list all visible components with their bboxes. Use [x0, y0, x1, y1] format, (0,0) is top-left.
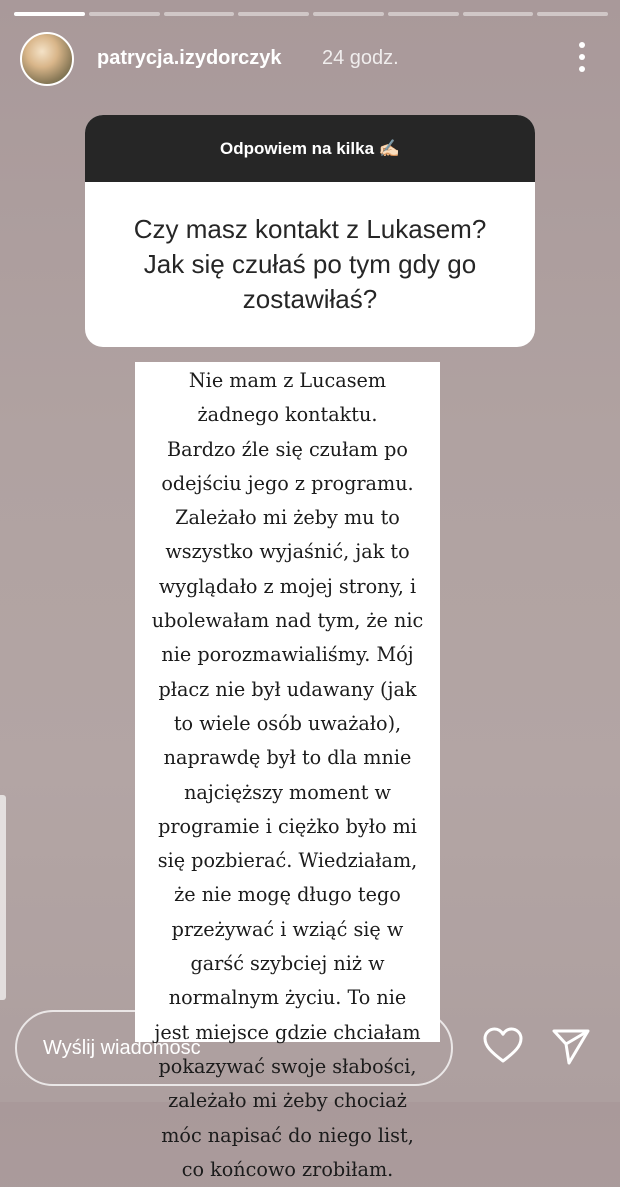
answer-line: móc napisać do niego list, — [161, 1123, 414, 1147]
answer-line: że nie mogę długo tego — [174, 883, 401, 907]
answer-line: wyglądało z mojej strony, i — [158, 574, 417, 598]
question-text: Czy masz kontakt z Lukasem? Jak się czułaś po tym gdy go zostawiłaś? — [133, 214, 487, 314]
answer-line: ubolewałam nad tym, że nic — [151, 609, 424, 633]
answer-line: płacz nie był udawany (jak — [158, 677, 417, 701]
answer-line: co końcowo zrobiłam. — [181, 1157, 394, 1181]
send-icon[interactable] — [549, 1024, 593, 1068]
answer-line: normalnym życiu. To nie — [168, 986, 407, 1010]
question-sticker — [85, 115, 535, 347]
answer-line: naprawdę był to dla mnie — [163, 746, 412, 770]
progress-segment — [164, 12, 235, 16]
progress-segment — [238, 12, 309, 16]
post-time: 24 godz. — [322, 47, 399, 69]
heart-icon[interactable] — [481, 1024, 525, 1068]
avatar[interactable] — [20, 32, 74, 86]
answer-line: jest miejsce gdzie chciałam — [154, 1020, 421, 1044]
username[interactable]: patrycja.izydorczyk — [97, 47, 282, 69]
progress-segment — [14, 12, 85, 16]
more-options-icon[interactable] — [578, 42, 586, 72]
answer-line: nie porozmawialiśmy. Mój — [161, 643, 414, 667]
answer-line: pokazywać swoje słabości, — [158, 1054, 417, 1078]
answer-line: garść szybciej niż w — [190, 952, 385, 976]
answer-line: Bardzo źle się czułam po — [167, 437, 408, 461]
answer-line: wszystko wyjaśnić, jak to — [165, 540, 410, 564]
answer-text — [135, 362, 440, 1181]
reply-placeholder: Wyślij wiadomość — [43, 1036, 201, 1059]
answer-line: żadnego kontaktu. — [197, 403, 378, 427]
progress-segment — [537, 12, 608, 16]
progress-segment — [89, 12, 160, 16]
answer-line: odejściu jego z programu. — [161, 471, 414, 495]
story-header — [20, 32, 600, 88]
progress-segment — [463, 12, 534, 16]
progress-segment — [388, 12, 459, 16]
answer-line: się pozbierać. Wiedziałam, — [157, 849, 418, 873]
answer-line: Nie mam z Lucasem — [188, 369, 387, 392]
question-sticker-heading: Odpowiem na kilka ✍🏻 — [85, 115, 535, 182]
progress-segment — [313, 12, 384, 16]
story-progress — [14, 12, 608, 16]
answer-line: przeżywać i wziąć się w — [171, 917, 404, 941]
answer-line: programie i ciężko było mi — [158, 814, 417, 838]
answer-line: Zależało mi żeby mu to — [175, 506, 400, 530]
answer-line: najcięższy moment w — [184, 780, 391, 804]
answer-line: zależało mi żeby chociaż — [168, 1089, 407, 1113]
reply-input[interactable] — [15, 1010, 453, 1086]
answer-line: to wiele osób uważało), — [173, 711, 402, 735]
side-indicator — [0, 795, 6, 1000]
